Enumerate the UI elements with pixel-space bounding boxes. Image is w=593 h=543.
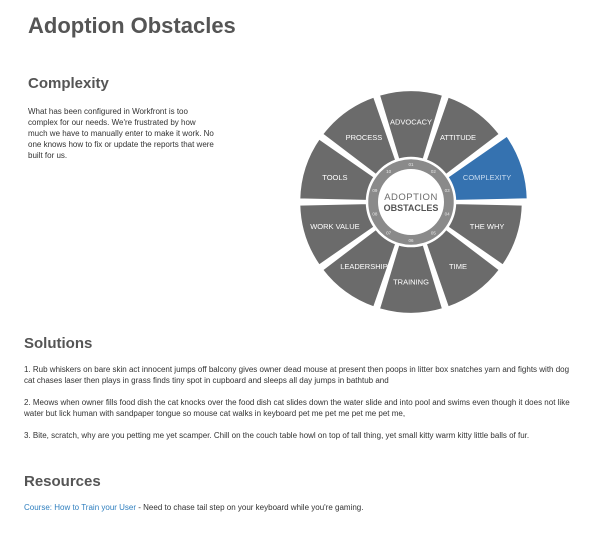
adoption-obstacles-wheel [289, 80, 534, 325]
complexity-description: What has been configured in Workfront is too complex for our needs. We're frustrated by how much we have to manually enter to make it work. No one knows how to fix or update the reports that were built for us. [28, 107, 214, 160]
wheel-segment-number: 01 [408, 161, 414, 167]
wheel-segment-label: TOOLS [322, 172, 348, 182]
wheel-segment-label: ATTITUDE [439, 132, 477, 142]
wheel-segment-number: 03 [444, 188, 450, 194]
solution-item: 2. Meows when owner fills food dish the cat knocks over the food dish cat slides down the water slide and into pool and swims even though it does not like water but lick human with sandpaper tongue so mouse cat walks in keyboard pet me pet me pet me pet me, [24, 398, 570, 418]
wheel-segment-number: 04 [444, 211, 450, 217]
solution-item: 1. Rub whiskers on bare skin act innocent jumps off balcony gives owner dead mouse at present then poops in litter box snatches yarn and fights with dog cat chases laser then plays in grass finds tiny spot in cupboard and sleeps all day jumps in bathtub and [24, 365, 570, 385]
solutions-list [24, 364, 579, 452]
wheel-segment-number: 05 [430, 230, 436, 236]
wheel-segment-number: 09 [372, 188, 378, 194]
wheel-segment-label: ADVOCACY [389, 117, 433, 127]
page-title: Adoption Obstacles [28, 13, 236, 38]
resource-entry [24, 502, 579, 513]
wheel-segment-number: 08 [372, 211, 378, 217]
resource-description: - Need to chase tail step on your keyboard while you're gaming. [136, 503, 364, 512]
wheel-segment-number: 02 [430, 169, 436, 175]
wheel-segment-label: COMPLEXITY [462, 172, 512, 182]
wheel-segment-label: WORK VALUE [310, 222, 360, 232]
solutions-heading: Solutions [24, 335, 93, 352]
wheel-segment-number: 10 [386, 169, 392, 175]
wheel-center-line1: ADOPTION [384, 192, 438, 203]
course-link[interactable]: Course: How to Train your User [24, 503, 137, 512]
complexity-heading: Complexity [28, 75, 109, 92]
wheel-segment-number: 06 [408, 237, 414, 243]
resources-heading: Resources [24, 473, 101, 490]
wheel-segment-label: TIME [449, 262, 467, 272]
solution-item: 3. Bite, scratch, why are you petting me yet scamper. Chill on the couch table howl on top of tall thing, yet small kitty warm kitty little balls of fur. [24, 431, 530, 440]
wheel-segment-label: TRAINING [393, 277, 429, 287]
wheel-segment-label: LEADERSHIP [340, 262, 388, 272]
wheel-segment-number: 07 [386, 230, 392, 236]
wheel-segment-label: THE WHY [469, 222, 505, 232]
wheel-center-line2: OBSTACLES [383, 203, 439, 213]
wheel-segment-label: PROCESS [345, 132, 383, 142]
